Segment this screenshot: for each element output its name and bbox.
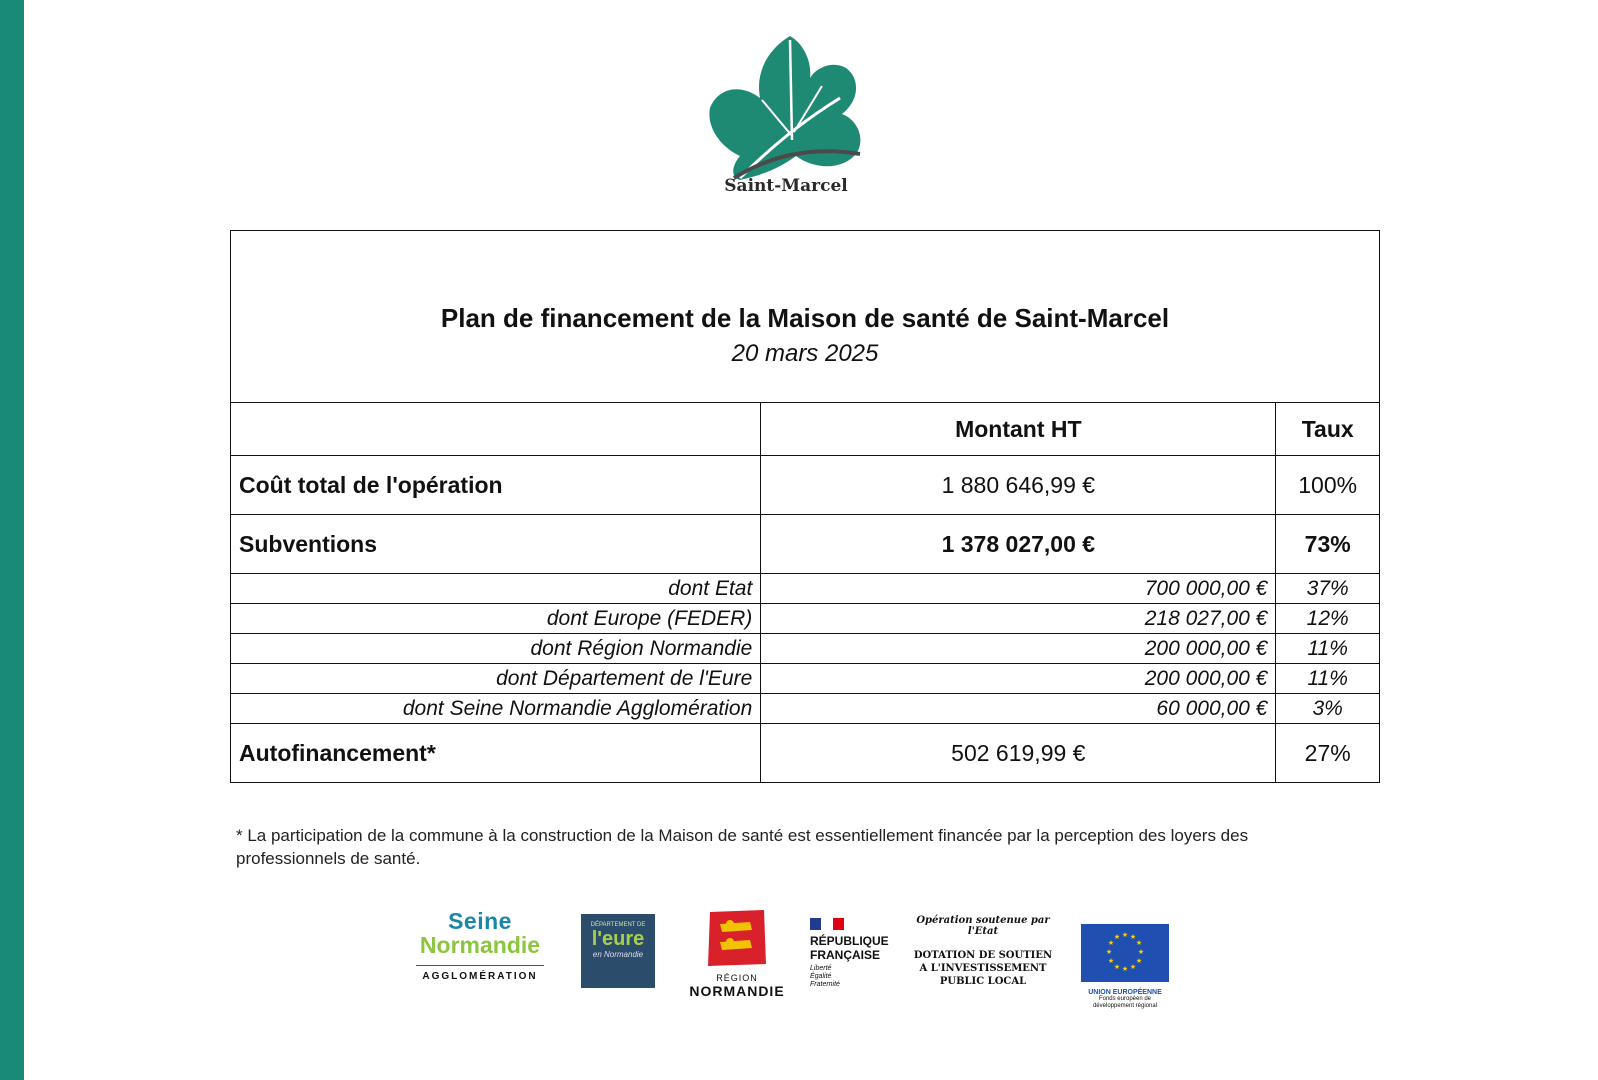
table-subrow <box>231 664 1380 694</box>
eure-department-logo <box>581 914 655 988</box>
svg-text:★: ★ <box>1121 965 1129 973</box>
left-accent-bar <box>0 0 24 1080</box>
rf-motto3: Fraternité <box>810 981 840 988</box>
subrow-label: dont Etat <box>231 574 761 604</box>
svg-text:★: ★ <box>1135 939 1143 947</box>
subrow-rate: 37% <box>1276 574 1380 604</box>
svg-text:★: ★ <box>1105 948 1113 956</box>
subrow-rate: 3% <box>1276 694 1380 724</box>
table-title-cell <box>231 231 1380 403</box>
eure-dep-text: DÉPARTEMENT DE <box>590 922 646 928</box>
subrow-label: dont Seine Normandie Agglomération <box>231 694 761 724</box>
subrow-rate: 11% <box>1276 634 1380 664</box>
financing-table <box>230 230 1380 783</box>
seine-word: Seine <box>448 908 512 934</box>
subrow-label: dont Région Normandie <box>231 634 761 664</box>
subrow-label: dont Europe (FEDER) <box>231 604 761 634</box>
svg-text:★: ★ <box>1129 933 1137 941</box>
svg-text:★: ★ <box>1135 957 1143 965</box>
table-subrow <box>231 604 1380 634</box>
eu-flag-icon <box>1081 924 1169 982</box>
subrow-amount: 200 000,00 € <box>761 664 1276 694</box>
subrow-amount: 200 000,00 € <box>761 634 1276 664</box>
svg-text:★: ★ <box>1121 931 1129 939</box>
french-flag-icon <box>810 918 844 930</box>
republique-francaise-logo <box>810 918 900 998</box>
agglomeration-word: AGGLOMÉRATION <box>416 965 544 982</box>
subrow-label: dont Département de l'Eure <box>231 664 761 694</box>
region-word: RÉGION <box>716 973 758 983</box>
normandie-word: NORMANDIE <box>689 983 785 999</box>
rf-line2: FRANÇAISE <box>810 948 881 962</box>
row-rate: 27% <box>1276 724 1380 783</box>
subrow-rate: 12% <box>1276 604 1380 634</box>
dsil-line2: DOTATION DE SOUTIEN <box>913 950 1053 961</box>
table-title: Plan de financement de la Maison de santé de Saint-Marcel <box>440 303 1170 333</box>
table-row <box>231 724 1380 783</box>
eure-name: l'eure <box>591 928 645 950</box>
saint-marcel-leaf-logo <box>700 28 872 200</box>
normandie-word: Normandie <box>419 932 541 958</box>
eu-fund1: Fonds européen de <box>1098 996 1152 1002</box>
logo-caption: Saint-Marcel <box>724 176 848 196</box>
subrow-rate: 11% <box>1276 664 1380 694</box>
row-amount: 1 880 646,99 € <box>761 456 1276 515</box>
dsil-line3: A L'INVESTISSEMENT <box>919 963 1047 974</box>
row-label: Coût total de l'opération <box>231 456 761 515</box>
subrow-amount: 700 000,00 € <box>761 574 1276 604</box>
table-header-row <box>231 403 1380 456</box>
subrow-amount: 218 027,00 € <box>761 604 1276 634</box>
rf-motto1: Liberté <box>810 965 832 972</box>
table-row <box>231 456 1380 515</box>
rf-line1: RÉPUBLIQUE <box>810 934 889 948</box>
svg-text:★: ★ <box>1113 963 1121 971</box>
eure-sub: en Normandie <box>592 950 644 959</box>
table-subrow <box>231 574 1380 604</box>
dsil-intro: Opération soutenue par l'Etat <box>916 915 1050 937</box>
header-rate: Taux <box>1276 403 1380 456</box>
table-subrow <box>231 694 1380 724</box>
table-subrow <box>231 634 1380 664</box>
svg-text:★: ★ <box>1137 948 1145 956</box>
svg-text:★: ★ <box>1113 933 1121 941</box>
footnote: * La participation de la commune à la construction de la Maison de santé est essentiellement financée par la perception des loyers des professionnels de santé. <box>236 826 1249 868</box>
dsil-line4: PUBLIC LOCAL <box>939 976 1027 987</box>
table-date: 20 mars 2025 <box>731 340 879 367</box>
row-rate: 100% <box>1276 456 1380 515</box>
eu-fund2: développement régional <box>1092 1003 1158 1009</box>
header-empty <box>231 403 761 456</box>
normandy-flag-icon <box>706 910 768 966</box>
row-label: Autofinancement* <box>231 724 761 783</box>
rf-motto2: Égalité <box>810 973 832 980</box>
subrow-amount: 60 000,00 € <box>761 694 1276 724</box>
dsil-logo <box>905 915 1061 985</box>
region-normandie-logo <box>682 910 792 999</box>
row-rate: 73% <box>1276 515 1380 574</box>
european-union-logo <box>1080 924 1170 1014</box>
eu-name: UNION EUROPÉENNE <box>1088 989 1162 996</box>
table-row <box>231 515 1380 574</box>
row-amount: 1 378 027,00 € <box>761 515 1276 574</box>
seine-normandie-logo <box>410 910 550 990</box>
row-amount: 502 619,99 € <box>761 724 1276 783</box>
svg-text:★: ★ <box>1107 957 1115 965</box>
svg-text:★: ★ <box>1107 939 1115 947</box>
row-label: Subventions <box>231 515 761 574</box>
header-amount: Montant HT <box>761 403 1276 456</box>
svg-text:★: ★ <box>1129 963 1137 971</box>
